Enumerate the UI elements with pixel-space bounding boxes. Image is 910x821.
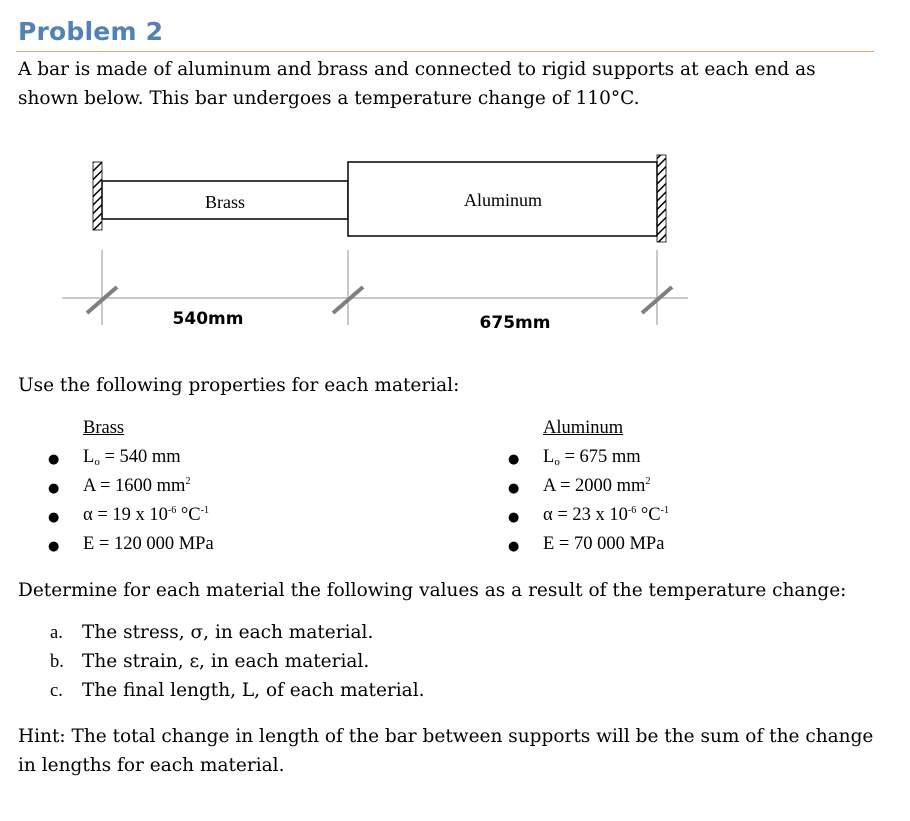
aluminum-length: $L_o = 675$ mm bbox=[543, 447, 641, 468]
bar-diagram bbox=[0, 140, 910, 340]
list-item: b. The strain, ε, in each material. bbox=[50, 651, 370, 672]
aluminum-heading: Aluminum bbox=[543, 418, 624, 438]
list-item: a. The stress, σ, in each material. bbox=[50, 622, 374, 643]
brass-heading: Brass bbox=[83, 418, 125, 438]
determine-paragraph: Determine for each material the following values as a result of the temperature change: bbox=[18, 580, 847, 601]
list-item: c. The final length, L, of each material. bbox=[50, 680, 425, 701]
dimension-aluminum: 675mm bbox=[479, 313, 551, 333]
intro-paragraph: A bar is made of aluminum and brass and connected to rigid supports at each end as shown below. This bar undergoes a temperature change of 110°C. bbox=[18, 59, 816, 109]
bullet: ● bbox=[508, 539, 520, 554]
brass-modulus: E = 120 000 MPa bbox=[83, 534, 214, 554]
left-support bbox=[93, 162, 102, 230]
brass-label: Brass bbox=[205, 192, 245, 212]
bullet: ● bbox=[508, 481, 520, 496]
right-support bbox=[657, 155, 666, 242]
bullet: ● bbox=[48, 452, 60, 467]
bullet: ● bbox=[48, 539, 60, 554]
title-divider bbox=[16, 51, 874, 52]
bullet: ● bbox=[48, 510, 60, 525]
properties-intro: Use the following properties for each material: bbox=[18, 375, 460, 396]
bullet: ● bbox=[48, 481, 60, 496]
problem-title: Problem 2 bbox=[18, 17, 164, 46]
bullet: ● bbox=[508, 452, 520, 467]
dimension-brass: 540mm bbox=[172, 309, 244, 329]
aluminum-label: Aluminum bbox=[463, 190, 543, 210]
hint-paragraph: Hint: The total change in length of the bar between supports will be the sum of the change in lengths for each material. bbox=[18, 726, 874, 776]
aluminum-alpha: α = 23 x $10^{-6}$ $^\circ C^{-1}$ bbox=[543, 505, 669, 525]
brass-alpha: α = 19 x $10^{-6}$ $^\circ C^{-1}$ bbox=[83, 505, 209, 525]
brass-area: A = 1600 $mm^2$ bbox=[83, 476, 191, 496]
aluminum-modulus: E = 70 000 MPa bbox=[543, 534, 665, 554]
bullet: ● bbox=[508, 510, 520, 525]
brass-length: $L_o = 540$ mm bbox=[83, 447, 181, 468]
aluminum-area: A = 2000 $mm^2$ bbox=[543, 476, 651, 496]
